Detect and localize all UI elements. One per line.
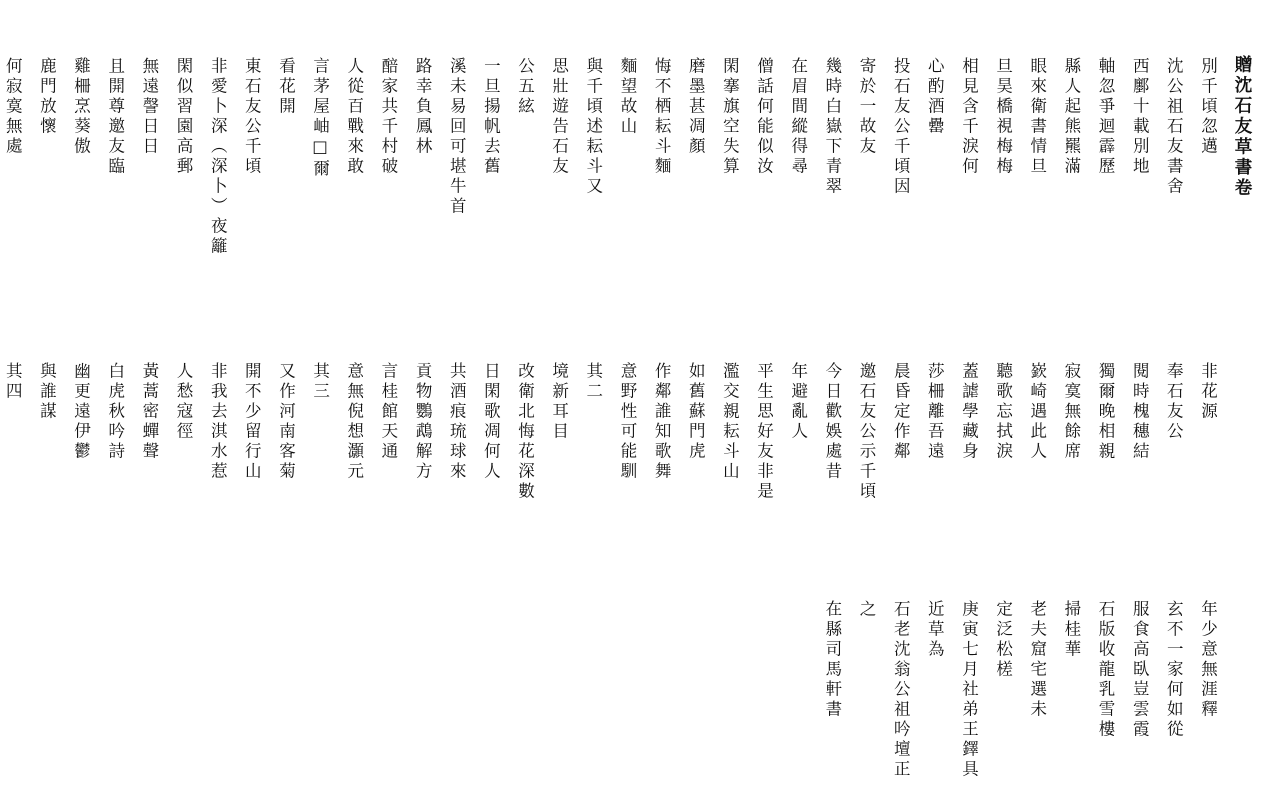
text-column-middle-12: 今日歡娛處昔 (822, 362, 842, 482)
text-column-top-26: 人從百戰來敢 (344, 57, 364, 177)
text-column-bottom-10: 石老沈翁公祖吟壇正 (891, 600, 911, 780)
text-column-top-28: 看花開 (276, 57, 296, 117)
text-column-middle-32: 黃蒿密蟬聲 (139, 362, 159, 462)
text-column-top-2: 沈公祖石友書舍 (1164, 57, 1184, 197)
text-column-top-32: 無遠謦日日 (139, 57, 159, 157)
text-column-top-21: 公五絃 (515, 57, 535, 117)
text-column-middle-28: 又作河南客菊 (276, 362, 296, 482)
text-column-middle-31: 人愁寇徑 (174, 362, 193, 442)
text-column-middle-21: 改衛北悔花深數 (515, 362, 535, 502)
text-column-bottom-7: 定泛松槎 (993, 600, 1013, 680)
text-column-middle-2: 奉石友公 (1164, 362, 1184, 442)
text-column-middle-1: 非花源 (1198, 362, 1218, 422)
text-column-middle-10: 晨昏定作鄰 (891, 362, 911, 462)
text-column-middle-16: 如舊蘇門虎 (686, 362, 706, 462)
text-column-middle-36: 其四 (3, 362, 23, 402)
text-column-top-13: 在眉間縱得尋 (788, 57, 808, 177)
text-column-top-17: 悔不栖耘斗麵 (652, 57, 672, 177)
text-column-middle-30: 非我去淇水惹 (208, 362, 228, 482)
text-column-middle-20: 境新耳目 (549, 362, 569, 442)
text-column-bottom-11: 之 (857, 600, 876, 620)
text-column-bottom-3: 服食高臥豈雲霞 (1130, 600, 1150, 740)
text-column-top-29: 東石友公千頃 (242, 57, 262, 177)
text-column-top-24: 路幸負鳳林 (413, 57, 433, 157)
text-column-top-10: 投石友公千頃因 (891, 57, 911, 197)
text-column-middle-9: 莎柵離吾遠 (925, 362, 945, 462)
text-column-middle-4: 獨爾晚相親 (1096, 362, 1115, 462)
text-column-middle-35: 與誰謀 (37, 362, 57, 422)
text-column-bottom-6: 老夫窟宅選未 (1027, 600, 1047, 720)
text-column-bottom-2: 玄不一家何如從 (1164, 600, 1184, 740)
text-column-middle-11: 邀石友公示千頃 (857, 362, 876, 502)
text-column-top-14: 僧話何能似汝 (754, 57, 774, 177)
text-column-middle-8: 蓋謔學藏身 (959, 362, 979, 462)
text-column-top-6: 眼來衛書情旦 (1027, 57, 1047, 177)
text-column-middle-29: 開不少留行山 (242, 362, 262, 482)
text-column-top-22: 一旦揚帆去舊 (481, 57, 501, 177)
text-column-middle-5: 寂寞無餘席 (1061, 362, 1081, 462)
text-column-top-19: 與千頃述耘斗又 (583, 57, 603, 197)
text-column-middle-15: 濫交親耘斗山 (720, 362, 740, 482)
text-column-middle-34: 幽更遠伊鬱 (71, 362, 91, 462)
text-column-top-7: 旦昊橋視梅梅 (993, 57, 1013, 177)
text-column-top-3: 西鄽十載別地 (1130, 57, 1150, 177)
text-column-top-30: 非愛卜深（深卜）夜籬 (208, 57, 228, 257)
text-column-bottom-9: 近草為 (925, 600, 945, 660)
text-column-middle-18: 意野性可能馴 (618, 362, 637, 482)
text-column-bottom-4: 石版收龍乳雪樓 (1096, 600, 1115, 740)
text-column-middle-13: 年避亂人 (788, 362, 808, 442)
text-column-middle-14: 平生思好友非是 (754, 362, 774, 502)
document-title: 贈沈石友草書卷 (1232, 55, 1252, 199)
text-column-middle-33: 白虎秋吟詩 (105, 362, 125, 462)
text-column-middle-27: 其三 (310, 362, 330, 402)
text-column-middle-26: 意無倪想灝元 (344, 362, 364, 482)
text-column-top-34: 雞柵烹葵傲 (71, 57, 91, 157)
text-column-top-20: 思壯遊告石友 (549, 57, 569, 177)
text-column-bottom-12: 在縣司馬軒書 (822, 600, 842, 720)
text-column-top-12: 幾時白嶽下青翠 (822, 57, 842, 197)
text-column-top-31: 閑似習園高郵 (174, 57, 193, 177)
text-column-top-27: 言茅屋岫□爾 (310, 57, 330, 180)
text-column-top-8: 相見含千淚何 (959, 57, 979, 177)
text-column-top-36: 何寂寞無處 (3, 57, 23, 157)
text-column-middle-24: 貢物鸚鵡解方 (413, 362, 433, 482)
text-column-top-11: 寄於一故友 (857, 57, 876, 157)
text-column-middle-25: 言桂館天通 (378, 362, 398, 462)
text-column-top-1: 別千頃忽邁 (1198, 57, 1218, 157)
text-column-middle-7: 聽歌忘拭淚 (993, 362, 1013, 462)
text-column-top-35: 鹿門放懷 (37, 57, 57, 137)
text-column-middle-3: 閱時槐穗結 (1130, 362, 1150, 462)
text-column-top-16: 磨墨甚凋顏 (686, 57, 706, 157)
text-column-bottom-1: 年少意無涯釋 (1198, 600, 1218, 720)
text-column-top-5: 縣人起熊羆滿 (1061, 57, 1081, 177)
text-column-top-18: 麵望故山 (618, 57, 637, 137)
text-column-top-9: 心酌酒罍 (925, 57, 945, 137)
text-column-middle-19: 其二 (583, 362, 603, 402)
text-column-top-33: 且開尊邀友臨 (105, 57, 125, 177)
text-column-bottom-5: 掃桂華 (1061, 600, 1081, 660)
text-column-middle-6: 嶔崎遇此人 (1027, 362, 1047, 462)
text-column-top-25: 醅家共千村破 (378, 57, 398, 177)
text-column-bottom-8: 庚寅七月社弟王鐸具 (959, 600, 979, 780)
text-column-middle-23: 共酒痕琉球來 (447, 362, 467, 482)
text-column-top-4: 軸忽爭迴霹歷 (1096, 57, 1115, 177)
text-column-top-15: 閑搴旗空失算 (720, 57, 740, 177)
text-column-middle-22: 日閑歌凋何人 (481, 362, 501, 482)
text-column-middle-17: 作鄰誰知歌舞 (652, 362, 672, 482)
text-column-top-23: 溪未易回可堪牛首 (447, 57, 467, 217)
